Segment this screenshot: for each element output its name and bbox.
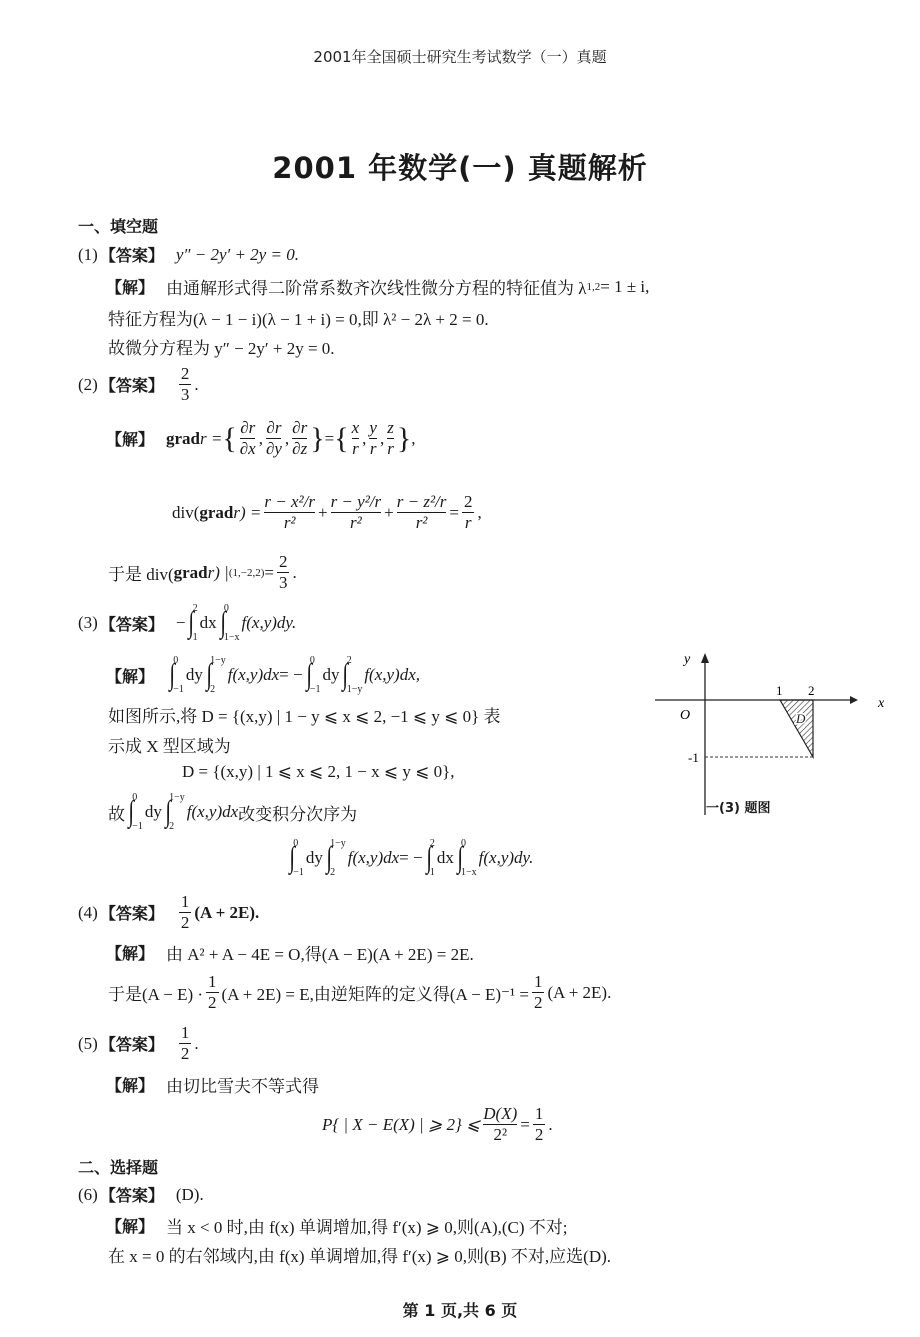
text: = <box>264 562 274 582</box>
upper-limit: 0 <box>223 603 229 614</box>
text: = − <box>399 848 423 867</box>
text: 故 <box>108 804 125 824</box>
fraction <box>179 1023 192 1065</box>
q5-solution-line <box>106 1072 319 1097</box>
fraction <box>387 418 394 459</box>
fraction <box>483 1104 517 1145</box>
solution-label: 【解】 <box>106 1076 155 1095</box>
brace: { <box>334 421 349 455</box>
q6-answer <box>78 1183 204 1206</box>
lower-limit: 2 <box>330 867 336 878</box>
lower-limit: −1 <box>132 821 143 832</box>
answer-text: (D). <box>175 1184 204 1204</box>
solution-label: 【解】 <box>106 666 155 686</box>
answer-label: 【答案】 <box>99 1186 164 1205</box>
text: 改变积分次序为 <box>238 804 358 824</box>
lower-limit: 1−y <box>346 684 363 695</box>
text: r) = <box>233 502 262 522</box>
text: grad <box>199 502 234 522</box>
denominator: r² <box>283 513 296 533</box>
fraction <box>266 418 282 459</box>
text: , <box>477 502 482 522</box>
integral: ∫ 0 −1 <box>305 655 321 695</box>
lower-limit: −1 <box>309 684 321 695</box>
text: 由 A² + A − 4E = O,得(A − E)(A + 2E) = 2E. <box>166 945 474 964</box>
integral: ∫ 1−y 2 <box>165 792 185 832</box>
text: = <box>324 428 335 448</box>
numerator: 1 <box>532 972 545 993</box>
text: , <box>362 428 367 448</box>
text: 于是 div( <box>108 565 174 585</box>
text: − <box>175 613 186 632</box>
lower-limit: −1 <box>293 867 304 878</box>
text: dy <box>185 665 203 684</box>
answer-text: y″ − 2y′ + 2y = 0. <box>175 244 299 264</box>
fraction <box>532 972 545 1014</box>
q3-solution-line: 如图所示,将 D = {(x,y) | 1 − y ⩽ x ⩽ 2, −1 ⩽ y ⩽ 0} 表 <box>108 707 501 726</box>
numerator: ∂r <box>240 418 256 437</box>
text: r) | <box>207 562 229 582</box>
origin-label: O <box>680 708 691 723</box>
upper-limit: 2 <box>192 603 198 614</box>
region-label: D <box>796 711 806 726</box>
text: 由通解形式得二阶常系数齐次线性微分方程的特征值为 λ <box>166 279 587 298</box>
answer-label: 【答案】 <box>99 614 164 634</box>
upper-limit: 2 <box>346 655 352 666</box>
q-number: (4) <box>78 902 98 922</box>
numerator: r − z²/r <box>396 492 447 512</box>
fraction <box>352 418 360 459</box>
text: , <box>284 428 290 448</box>
integral: ∫ 0 −1 <box>128 792 143 832</box>
lower-limit: 2 <box>169 821 175 832</box>
text: (A + 2E). <box>194 902 260 922</box>
q2-solution-grad <box>106 418 415 459</box>
text: . <box>194 374 199 394</box>
numerator: D(X) <box>483 1104 518 1124</box>
page-title: 2001 年数学(一) 真题解析 <box>272 151 648 185</box>
y-arrow-icon <box>701 653 709 663</box>
brace: } <box>396 421 412 455</box>
upper-limit: 0 <box>173 655 179 666</box>
subscript: (1,−2,2) <box>228 566 265 579</box>
text: , <box>411 428 416 448</box>
text: f(x,y)dx <box>347 848 400 867</box>
fraction <box>533 1104 546 1146</box>
text: + <box>384 502 394 522</box>
q2-solution-result <box>108 552 297 594</box>
text: 由切比雪夫不等式得 <box>166 1077 320 1096</box>
upper-limit: 0 <box>293 838 299 849</box>
upper-limit: 1−y <box>169 792 185 803</box>
integral: ∫ 0 1−x <box>457 838 477 878</box>
numerator: 1 <box>206 972 219 993</box>
upper-limit: 0 <box>309 655 315 666</box>
fraction <box>369 418 377 459</box>
denominator: r <box>369 439 377 458</box>
q1-solution-line <box>106 274 649 299</box>
numerator: r − x²/r <box>264 492 315 512</box>
lower-limit: 1−x <box>461 867 477 878</box>
fraction <box>277 552 290 594</box>
text: (A + 2E) = E,由逆矩阵的定义得(A − E)⁻¹ = <box>221 985 529 1005</box>
upper-limit: 1−y <box>330 838 346 849</box>
q3-solution-line <box>286 838 533 878</box>
q1-solution-line: 特征方程为(λ − 1 − i)(λ − 1 + i) = 0,即 λ² − 2λ + 2 = 0. <box>108 310 489 329</box>
page-footer: 第 1 页,共 6 页 <box>402 1301 518 1320</box>
text: dx <box>199 613 217 632</box>
text: grad <box>166 428 201 448</box>
text: dy <box>144 802 162 821</box>
denominator: ∂y <box>265 439 282 458</box>
q5-answer <box>78 1023 199 1065</box>
denominator: 2 <box>534 1125 544 1145</box>
q-number: (1) <box>78 244 98 264</box>
text: dy <box>305 848 323 867</box>
denominator: 3 <box>278 573 288 593</box>
denominator: r <box>464 513 472 533</box>
q-number: (2) <box>78 374 98 394</box>
q6-solution-line <box>106 1213 568 1238</box>
denominator: r² <box>415 513 428 533</box>
tick-minus-1: -1 <box>688 750 699 765</box>
lower-limit: 1 <box>429 867 435 878</box>
section-fill-in: 一、填空题 <box>78 217 159 236</box>
fraction <box>264 492 315 533</box>
integral: ∫ 0 1−x <box>219 603 240 643</box>
lower-limit: 1−x <box>223 632 240 643</box>
denominator: 3 <box>180 385 190 405</box>
fraction <box>179 892 192 934</box>
text: f(x,y)dx <box>227 665 280 684</box>
text: 当 x < 0 时,由 f(x) 单调增加,得 f′(x) ⩾ 0,则(A),(C) 不对; <box>166 1218 568 1237</box>
text: , <box>258 428 263 448</box>
section-choice: 二、选择题 <box>78 1158 159 1177</box>
integral: ∫ 2 1 <box>425 838 435 878</box>
solution-label: 【解】 <box>106 278 155 297</box>
lower-limit: 2 <box>210 684 216 695</box>
q-number: (6) <box>78 1184 98 1204</box>
text: . <box>194 1033 199 1053</box>
answer-label: 【答案】 <box>99 1035 164 1055</box>
fraction <box>179 364 192 406</box>
figure-caption: 一(3) 题图 <box>706 801 771 816</box>
text: f(x,y)dx, <box>364 665 421 684</box>
solution-label: 【解】 <box>106 430 155 449</box>
answer-label: 【答案】 <box>99 904 164 924</box>
denominator: 2 <box>180 913 190 933</box>
denominator: 2² <box>493 1125 508 1145</box>
text: = 1 ± i, <box>600 276 650 296</box>
upper-limit: 2 <box>429 838 435 849</box>
text: f(x,y)dx <box>186 802 239 821</box>
denominator: 2 <box>180 1044 190 1064</box>
q3-solution-line: D = {(x,y) | 1 ⩽ x ⩽ 2, 1 − x ⩽ y ⩽ 0}, <box>182 762 455 781</box>
q4-solution-line <box>108 972 611 1014</box>
integral: ∫ 1−y 2 <box>206 655 226 695</box>
numerator: ∂r <box>266 418 282 437</box>
numerator: z <box>387 418 394 437</box>
denominator: r <box>387 439 394 458</box>
q1-solution-line: 故微分方程为 y″ − 2y′ + 2y = 0. <box>108 339 335 358</box>
answer-label: 【答案】 <box>99 246 164 265</box>
integral: ∫ 2 1−y <box>342 655 363 695</box>
brace: } <box>310 421 325 455</box>
region-figure <box>650 645 900 825</box>
upper-limit: 1−y <box>210 655 226 666</box>
text: dx <box>436 848 454 867</box>
fraction <box>331 492 382 533</box>
lower-limit: −1 <box>173 684 184 695</box>
numerator: ∂r <box>292 418 308 437</box>
tick-2: 2 <box>808 683 815 698</box>
denominator: r <box>352 439 359 458</box>
region-diagram <box>650 645 900 825</box>
numerator: x <box>351 418 360 437</box>
upper-limit: 0 <box>461 838 467 849</box>
numerator: 1 <box>179 892 192 913</box>
fraction <box>240 418 256 459</box>
text: 于是(A − E) · <box>108 985 204 1005</box>
text: r = <box>200 428 223 448</box>
text: , <box>379 428 385 448</box>
text: (A + 2E). <box>547 982 612 1002</box>
q3-answer <box>78 603 296 643</box>
numerator: 2 <box>179 364 192 385</box>
text: f(x,y)dy. <box>478 848 534 867</box>
q3-solution-line <box>108 792 357 832</box>
fraction <box>397 492 447 533</box>
lower-limit: 1 <box>192 632 198 643</box>
q6-solution-line: 在 x = 0 的右邻域内,由 f(x) 单调增加,得 f′(x) ⩾ 0,则(B) 不对,应选(D). <box>108 1247 612 1266</box>
text: P{ | X − E(X) | ⩾ 2} ⩽ <box>322 1114 481 1134</box>
fraction <box>206 972 219 1014</box>
denominator: r² <box>349 513 362 533</box>
text: = <box>449 502 459 522</box>
text: grad <box>173 562 208 582</box>
y-label: y <box>684 652 691 667</box>
solution-label: 【解】 <box>106 944 155 963</box>
numerator: r − y²/r <box>330 492 382 512</box>
numerator: 2 <box>462 492 475 513</box>
q-number: (3) <box>78 613 98 632</box>
text: . <box>548 1114 553 1134</box>
brace: { <box>222 421 237 455</box>
numerator: 2 <box>277 552 290 573</box>
text: + <box>317 502 328 522</box>
answer-label: 【答案】 <box>99 376 164 396</box>
tick-1: 1 <box>776 683 783 698</box>
text: div( <box>172 502 200 522</box>
q2-answer <box>78 364 199 406</box>
text: f(x,y)dy. <box>241 613 297 632</box>
text: . <box>292 562 297 582</box>
integral: ∫ 0 −1 <box>169 655 184 695</box>
q-number: (5) <box>78 1033 98 1053</box>
numerator: 1 <box>533 1104 546 1125</box>
page-header: 2001年全国硕士研究生考试数学（一）真题 <box>313 48 607 66</box>
text: = <box>520 1114 530 1134</box>
text: dy <box>322 665 340 684</box>
region-d <box>780 700 813 757</box>
q3-solution-line: 示成 X 型区域为 <box>108 737 231 756</box>
integral: ∫ 0 −1 <box>289 838 304 878</box>
denominator: ∂x <box>239 439 256 458</box>
solution-label: 【解】 <box>106 1217 155 1236</box>
numerator: y <box>369 418 377 437</box>
numerator: 1 <box>179 1023 192 1044</box>
q4-solution-line <box>106 940 474 965</box>
fraction <box>462 492 475 533</box>
q5-solution-formula <box>322 1104 553 1146</box>
upper-limit: 0 <box>132 792 138 803</box>
q1-answer <box>78 243 299 266</box>
fraction <box>292 418 307 459</box>
x-arrow-icon <box>850 696 858 704</box>
text: = − <box>279 665 303 684</box>
denominator: 2 <box>208 993 217 1013</box>
integral: ∫ 2 1 <box>188 603 198 643</box>
subscript: 1,2 <box>586 280 601 293</box>
x-label: x <box>878 696 885 711</box>
denominator: ∂z <box>292 439 308 458</box>
q4-answer <box>78 892 259 934</box>
denominator: 2 <box>533 993 543 1013</box>
q2-solution-div <box>172 492 482 533</box>
integral: ∫ 1−y 2 <box>326 838 346 878</box>
q3-solution-line <box>106 655 420 695</box>
